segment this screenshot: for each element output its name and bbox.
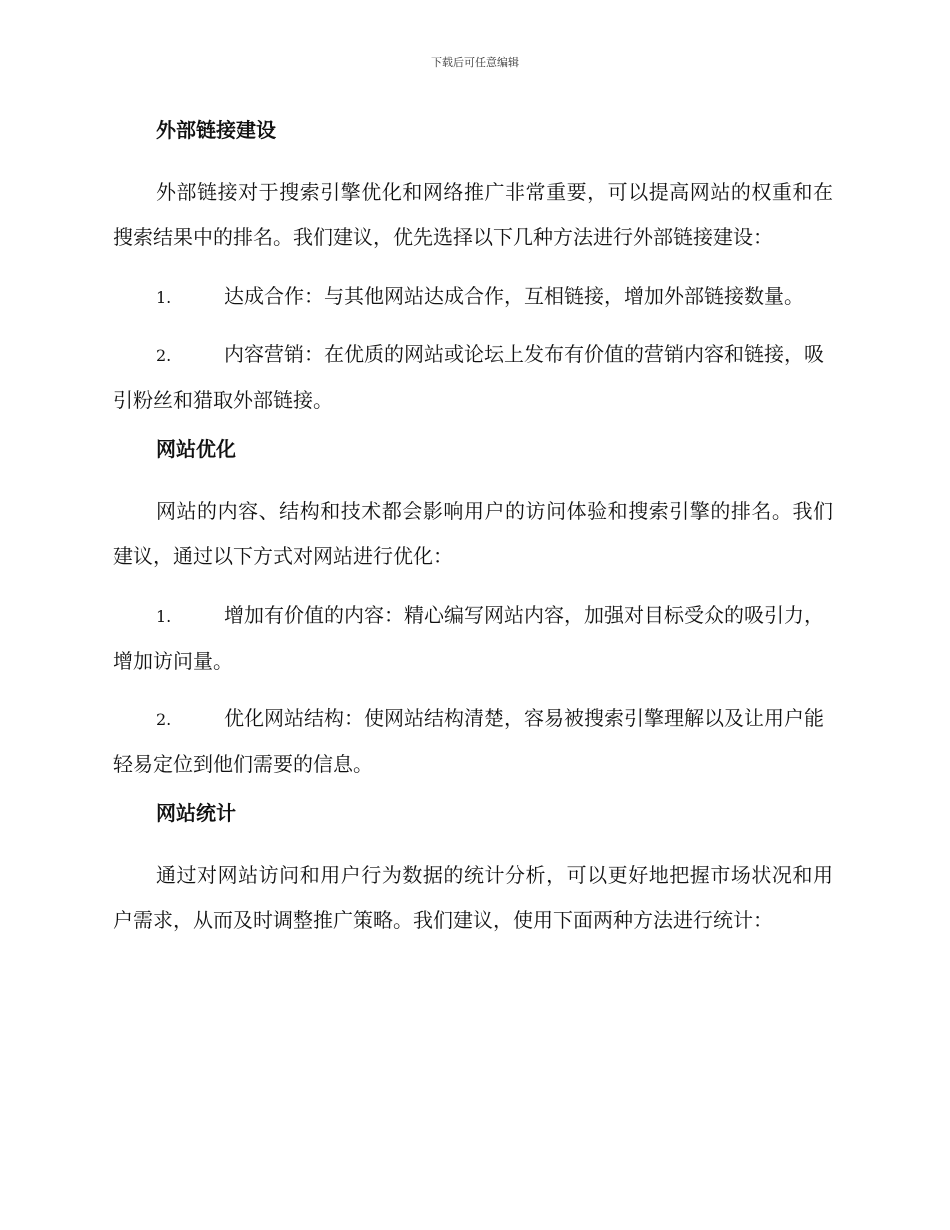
list-number: 1.: [156, 288, 172, 307]
section-external-links: [113, 116, 833, 423]
section-paragraph: 通过对网站访问和用户行为数据的统计分析，可以更好地把握市场状况和用户需求，从而及时调整推广策略。我们建议，使用下面两种方法进行统计：: [113, 863, 833, 932]
list-item: [113, 332, 833, 423]
page-header: 下载后可任意编辑: [431, 56, 519, 69]
list-item-text: 优化网站结构：使网站结构清楚，容易被搜索引擎理解以及让用户能轻易定位到他们需要的信息。: [113, 706, 824, 776]
list-number: 2.: [156, 346, 172, 365]
section-heading: 网站优化: [156, 437, 236, 461]
list-number: 2.: [156, 710, 172, 729]
list-item-text: 内容营销：在优质的网站或论坛上发布有价值的营销内容和链接，吸引粉丝和猎取外部链接。: [113, 342, 824, 412]
list-item-text: 达成合作：与其他网站达成合作，互相链接，增加外部链接数量。: [224, 284, 804, 308]
list-item: [113, 274, 833, 320]
section-paragraph: 外部链接对于搜索引擎优化和网络推广非常重要，可以提高网站的权重和在搜索结果中的排名。我们建议，优先选择以下几种方法进行外部链接建设：: [113, 180, 833, 249]
list-item: [113, 593, 833, 684]
list-item: [113, 696, 833, 787]
list-item-text: 增加有价值的内容：精心编写网站内容，加强对目标受众的吸引力，增加访问量。: [113, 603, 824, 673]
section-heading: 外部链接建设: [156, 118, 276, 142]
list-number: 1.: [156, 607, 172, 626]
document-body: [113, 110, 833, 957]
section-paragraph: 网站的内容、结构和技术都会影响用户的访问体验和搜索引擎的排名。我们建议，通过以下方式对网站进行优化：: [113, 499, 833, 568]
section-site-statistics: [113, 799, 833, 943]
section-heading: 网站统计: [156, 801, 236, 825]
section-site-optimization: [113, 435, 833, 787]
